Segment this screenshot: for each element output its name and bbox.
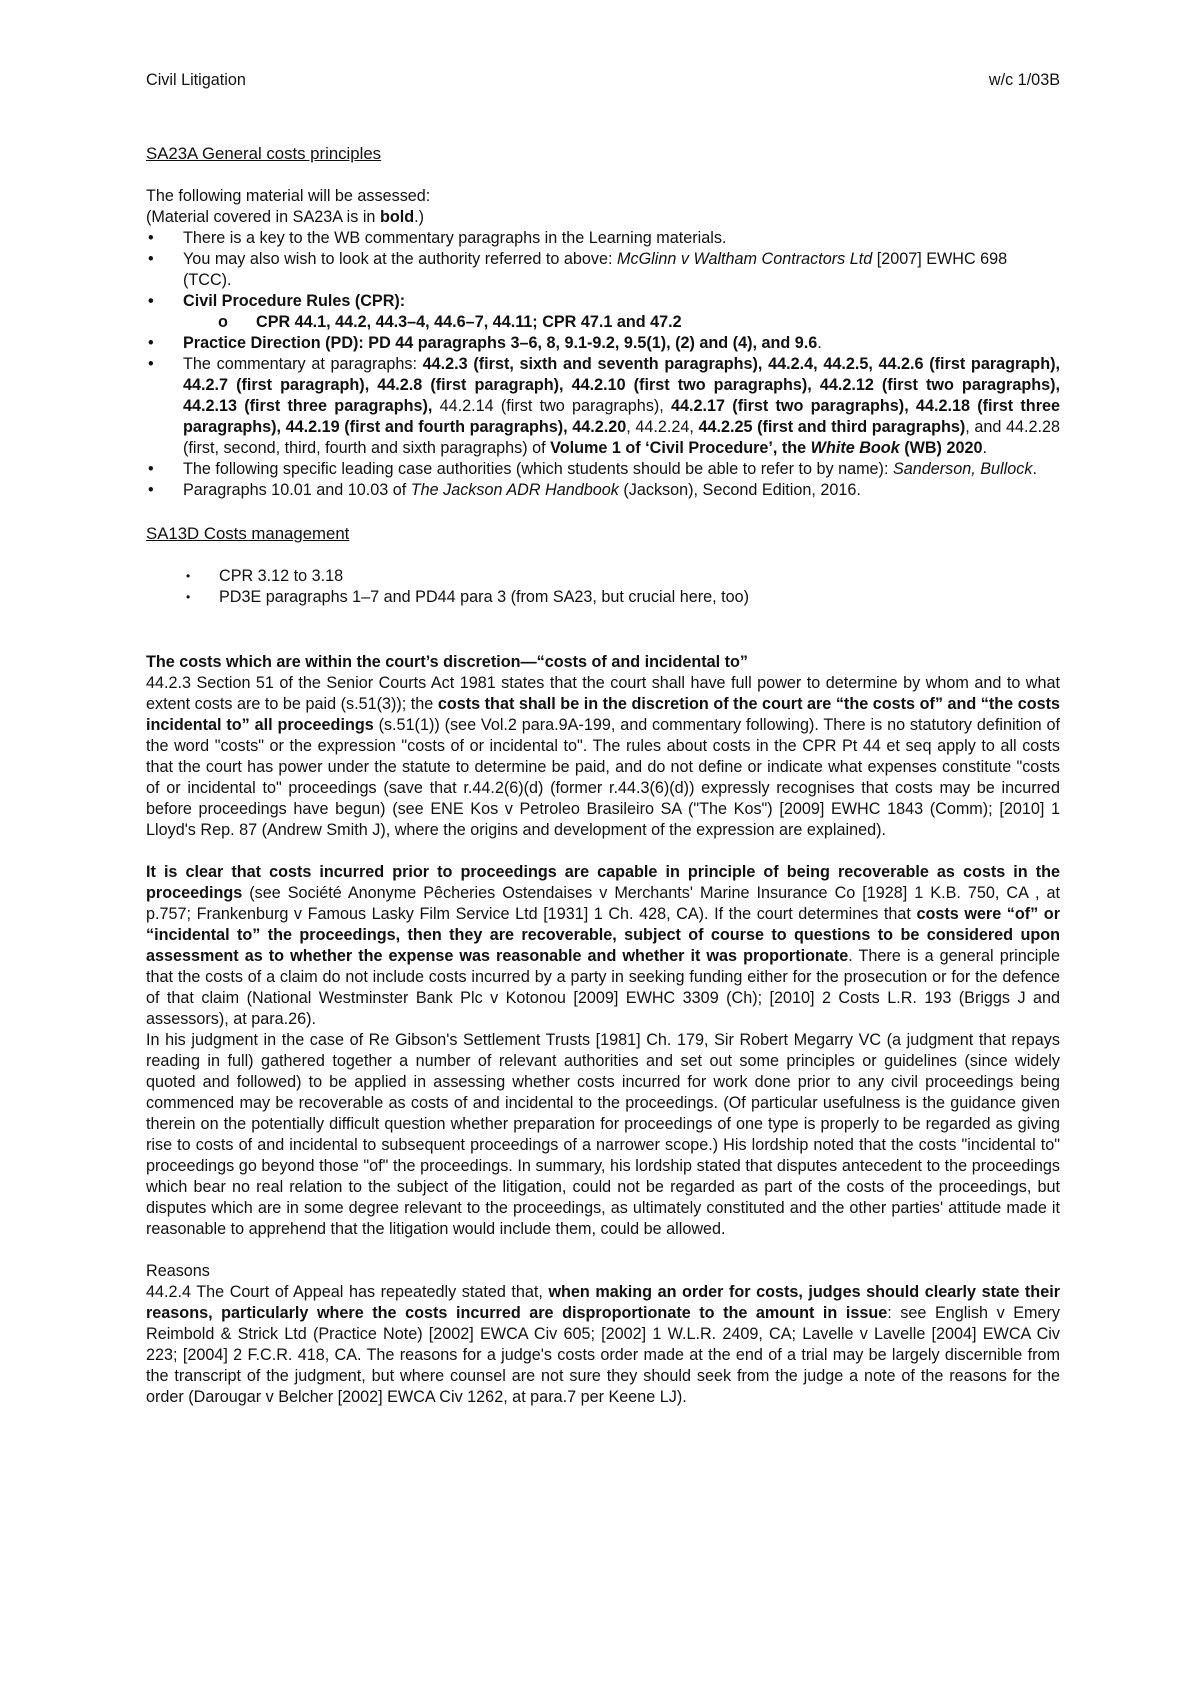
sa13d-heading: SA13D Costs management — [146, 524, 350, 543]
bullet-key: • There is a key to the WB commentary paragraphs in the Learning materials. — [146, 228, 1060, 249]
header-left: Civil Litigation — [146, 71, 246, 89]
bullet-jackson-handbook: • Paragraphs 10.01 and 10.03 of The Jackson ADR Handbook (Jackson), Second Edition, 2016. — [146, 480, 1060, 501]
header-right: w/c 1/03B — [988, 71, 1060, 89]
page-header — [146, 70, 1060, 91]
bullet-practice-direction: • Practice Direction (PD): PD 44 paragraphs 3–6, 8, 9.1-9.2, 9.5(1), (2) and (4), and 9.6. — [146, 333, 1060, 354]
bullet-authority: • You may also wish to look at the authority referred to above: McGlinn v Waltham Contractors Ltd [2007] EWHC 698 (TCC). — [146, 249, 1060, 291]
bullet-commentary: • The commentary at paragraphs: 44.2.3 (first, sixth and seventh paragraphs), 44.2.4, 44.2.5, 44.2.6 (first paragraph), 44.2.7 (first paragraph), 44.2.8 (first paragraph), 44.2.10 (first two paragraphs), 44.2.12 (first two paragraphs), 44.2.13 (first three paragraphs), 44.2.14 (first two paragraphs), 44.2.17 (first two paragraphs), 44.2.18 (first three paragraphs), 44.2.19 (first and fourth paragraphs), 44.2.20, 44.2.24, 44.2.25 (first and third paragraphs), and 44.2.28 (first, second, third, fourth and sixth paragraphs) of Volume 1 of ‘Civil Procedure’, the White Book (WB) 2020. — [146, 354, 1060, 459]
sub-bullet-cpr-rules: o CPR 44.1, 44.2, 44.3–4, 44.6–7, 44.11; CPR 47.1 and 47.2 — [218, 313, 682, 331]
assessed-intro: The following material will be assessed: — [146, 187, 431, 205]
bold-note: (Material covered in SA23A is in bold.) — [146, 208, 424, 226]
reasons-heading: Reasons — [146, 1262, 210, 1280]
discretion-paragraph-2: It is clear that costs incurred prior to proceedings are capable in principle of being recoverable as costs in the proceedings (see Société Anonyme Pêcheries Ostendaises v Merchants' Marine Insurance Co [1928] 1 K.B. 750, CA , at p.757; Frankenburg v Famous Lasky Film Service Ltd [1931] 1 Ch. 428, CA). If the court determines that costs were “of” or “incidental to” the proceedings, then they are recoverable, subject of course to questions to be considered upon assessment as to whether the expense was reasonable and whether it was proportionate. There is a general principle that the costs of a claim do not include costs incurred by a party in seeking funding either for the prosecution or for the defence of that claim (National Westminster Bank Plc v Kotonou [2009] EWHC 3309 (Ch); [2010] 2 Costs L.R. 193 (Briggs J and assessors), at para.26). — [146, 863, 1060, 1028]
document-page — [146, 70, 1060, 1408]
sa23a-heading: SA23A General costs principles — [146, 144, 382, 163]
discretion-heading: The costs which are within the court’s discretion—“costs of and incidental to” — [146, 653, 749, 671]
list-item: • CPR 3.12 to 3.18 — [146, 566, 1060, 587]
list-item: • PD3E paragraphs 1–7 and PD44 para 3 (from SA23, but crucial here, too) — [146, 587, 1060, 608]
discretion-paragraph-1: 44.2.3 Section 51 of the Senior Courts Act 1981 states that the court shall have full power to determine by whom and to what extent costs are to be paid (s.51(3)); the costs that shall be in the discretion of the court are “the costs of” and “the costs incidental to” all proceedings (s.51(1)) (see Vol.2 para.9A-199, and commentary following). There is no statutory definition of the word "costs" or the expression "costs of or incidental to". The rules about costs in the CPR Pt 44 et seq apply to all costs that the court has power under the statute to determine be paid, and do not define or indicate what expenses constitute "costs of or incidental to" proceedings (save that r.44.2(6)(d) (former r.44.3(6)(d)) expressly recognises that costs may be incurred before proceedings have begun) (see ENE Kos v Petroleo Brasileiro SA ("The Kos") [2009] EWHC 1843 (Comm); [2010] 1 Lloyd's Rep. 87 (Andrew Smith J), where the origins and development of the expression are explained). — [146, 674, 1060, 839]
bullet-case-authorities: • The following specific leading case authorities (which students should be able to refer to by name): Sanderson, Bullock. — [146, 459, 1060, 480]
discretion-paragraph-3: In his judgment in the case of Re Gibson's Settlement Trusts [1981] Ch. 179, Sir Robert Megarry VC (a judgment that repays reading in full) gathered together a number of relevant authorities and set out some principles or guidelines (since widely quoted and followed) to be applied in assessing whether costs incurred for work done prior to any civil proceedings being commenced may be recoverable as costs of and incidental to the proceedings. (Of particular usefulness is the guidance given therein on the potentially difficult question whether preparation for proceedings of one type is properly to be regarded as giving rise to costs of and incidental to subsequent proceedings of a narrower scope.) His lordship noted that the costs "incidental to" proceedings go beyond those "of" the proceedings. In summary, his lordship stated that disputes antecedent to the proceedings which bear no real relation to the subject of the litigation, could not be regarded as part of the costs of the proceedings, but disputes which are in some degree relevant to the proceedings, as ultimately constituted and the other parties' attitude made it reasonable to apprehend that the litigation would include them, could be allowed. — [146, 1031, 1060, 1238]
reasons-paragraph: 44.2.4 The Court of Appeal has repeatedly stated that, when making an order for costs, judges should clearly state their reasons, particularly where the costs incurred are disproportionate to the amount in issue: see English v Emery Reimbold & Strick Ltd (Practice Note) [2002] EWCA Civ 605; [2002] 1 W.L.R. 2409, CA; Lavelle v Lavelle [2004] EWCA Civ 223; [2004] 2 F.C.R. 418, CA. The reasons for a judge's costs order made at the end of a trial may be largely discernible from the transcript of the judgment, but where counsel are not sure they should seek from the judge a note of the reasons for the order (Darougar v Belcher [2002] EWCA Civ 1262, at para.7 per Keene LJ). — [146, 1283, 1060, 1406]
bullet-cpr: • Civil Procedure Rules (CPR): — [146, 291, 1060, 312]
